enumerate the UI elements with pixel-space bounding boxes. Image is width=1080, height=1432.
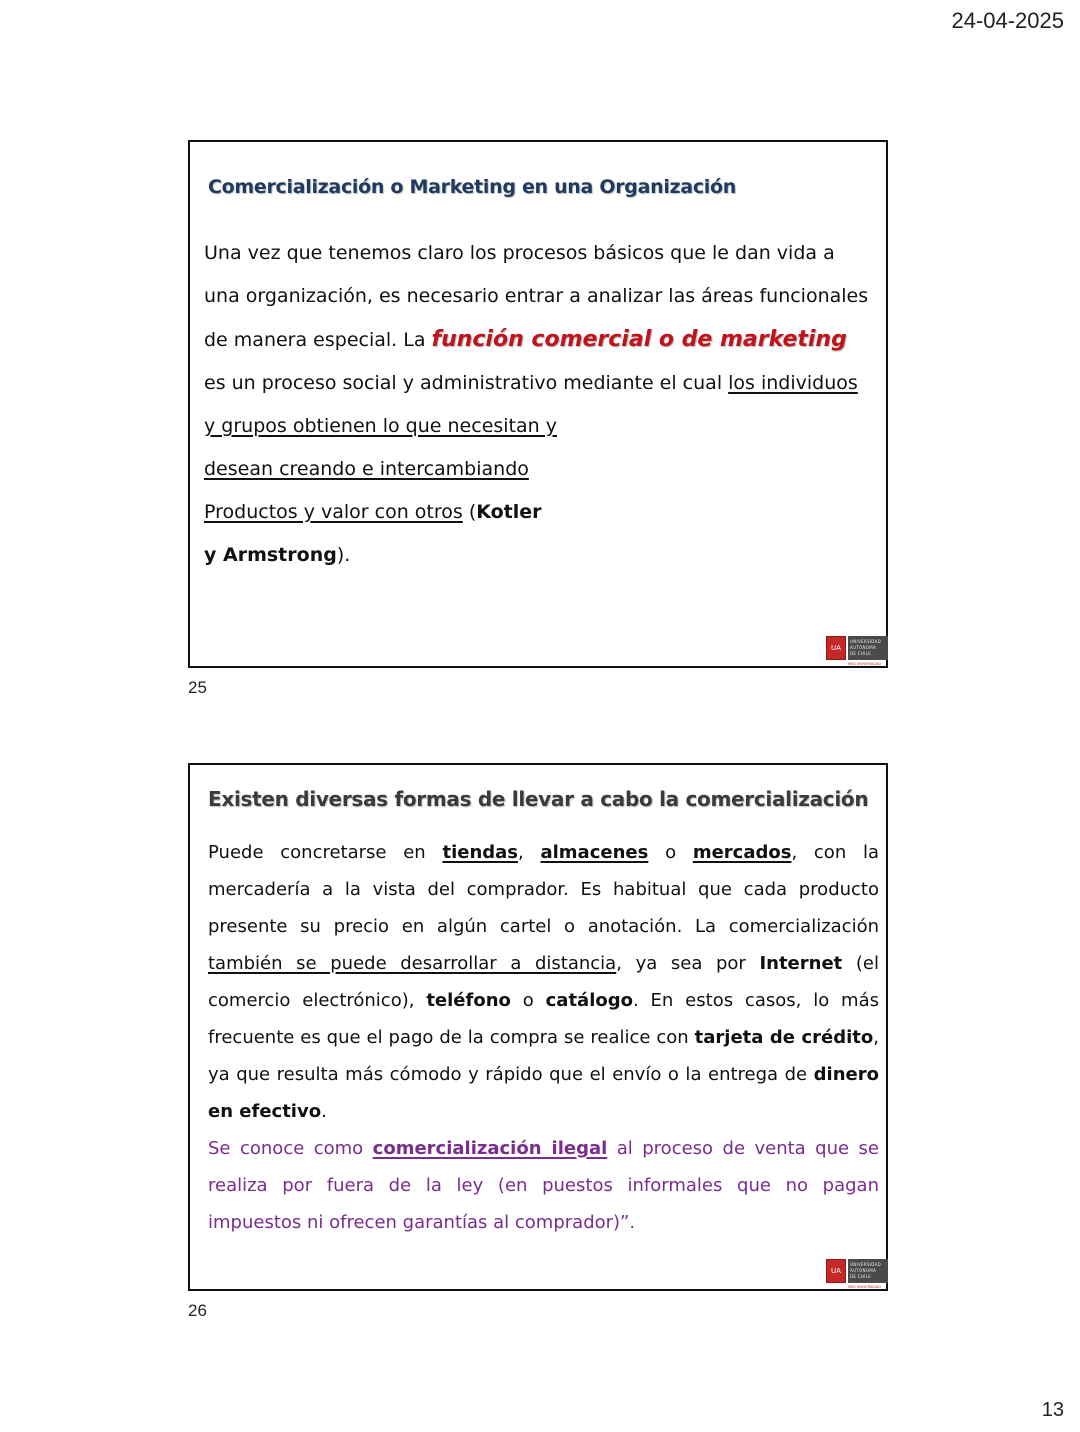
shield-icon: UA — [826, 1259, 846, 1283]
author-name: Kotler — [476, 501, 542, 523]
keyword: tiendas — [442, 842, 519, 863]
underlined-text: y grupos obtienen lo que necesitan y — [204, 415, 557, 437]
slide-body — [208, 834, 879, 1241]
underlined-text: desean creando e intercambiando — [204, 458, 529, 480]
keyword: almacenes — [540, 842, 649, 863]
slide-body: Una vez que tenemos claro los procesos básicos que le dan vida a una organización, es necesario entrar a analizar las áreas funcionales de manera especial. La función comercial o de marketing es un proceso social y administrativo mediante el cual los individuos y grupos obtienen lo que necesitan y desean creando e intercambiando Productos y valor con otros (Kotler y Armstrong). — [204, 242, 869, 566]
university-logo — [826, 634, 888, 668]
slide-title: Comercialización o Marketing en una Organización — [208, 176, 736, 198]
paragraph-illegal: Se conoce como comercialización ilegal al proceso de venta que se realiza por fuera de la ley (en puestos informales que no pagan impuestos ni ofrecen garantías al comprador)”. — [208, 1138, 880, 1233]
keyword: mercados — [692, 842, 792, 863]
logo-plate: UNIVERSIDAD AUTÓNOMA DE CHILE — [848, 636, 888, 660]
underlined-text: Productos y valor con otros — [204, 501, 463, 523]
paragraph: Puede concretarse en tiendas, almacenes o mercados, con la mercadería a la vista del comprador. Es habitual que cada producto presente su precio en algún cartel o anotación. La comercialización también se puede desarrollar a distancia, ya sea por Internet (el comercio electrónico), teléfono o catálogo. En estos casos, lo más frecuente es que el pago de la compra se realice con tarjeta de crédito, ya que resulta más cómodo y rápido que el envío o la entrega de dinero en efectivo. — [208, 842, 880, 1122]
page-date: 24-04-2025 — [951, 8, 1064, 33]
underlined-text: también se puede desarrollar a distancia — [208, 953, 617, 974]
slide-26 — [188, 763, 888, 1291]
university-logo — [826, 1257, 888, 1291]
keyword: teléfono — [426, 990, 511, 1011]
keyword: dinero en efectivo — [208, 1064, 879, 1122]
author-name: y Armstrong — [204, 544, 337, 566]
logo-tagline: MÁS UNIVERSIDAD — [848, 662, 881, 666]
highlight-term: función comercial o de marketing — [431, 327, 847, 352]
slide-25 — [188, 140, 888, 668]
underlined-text: los individuos — [728, 372, 858, 394]
keyword: tarjeta de crédito — [694, 1027, 874, 1048]
keyword: Internet — [759, 953, 843, 974]
page-number: 13 — [1041, 1399, 1064, 1421]
logo-plate: UNIVERSIDAD AUTÓNOMA DE CHILE — [848, 1259, 888, 1283]
slide-number: 25 — [188, 678, 207, 697]
shield-icon: UA — [826, 636, 846, 660]
logo-tagline: MÁS UNIVERSIDAD — [848, 1285, 881, 1289]
keyword: catálogo — [545, 990, 633, 1011]
slide-number: 26 — [188, 1301, 207, 1320]
keyword: comercialización ilegal — [372, 1138, 608, 1159]
slide-title: Existen diversas formas de llevar a cabo la comercialización — [208, 787, 869, 811]
